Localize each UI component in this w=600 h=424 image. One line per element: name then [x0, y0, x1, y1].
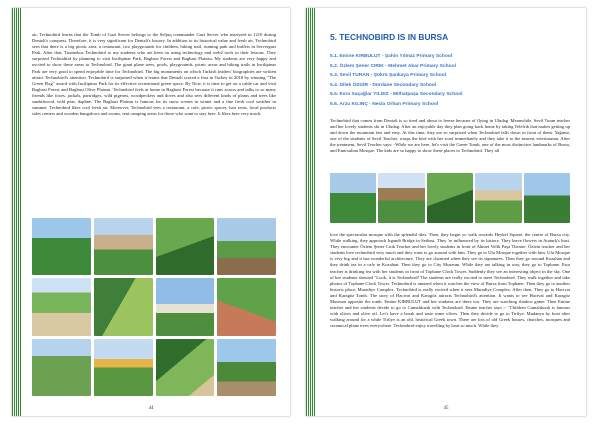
bursa-photo: [524, 173, 570, 223]
park-photo: [94, 339, 153, 396]
park-photo: [32, 278, 91, 335]
left-page-number: [12, 406, 290, 411]
right-page-body: love the spectacular mosque with the splendid tiles. Then, they begin yo walk towards Heykel Square, the centre of Bursa city. While walking, they approach Irgandi Bridge in Setbasi. They 're influenced by its history. They leave flowers in Ataturk's bust. They encounter Özlem Şener Cırık Teacher and her lovely students in front of Ahmet Vefik Paşa Theatre. Özlem teacher and her students love technobird very much and they want to go around with him. They go to Ulu Mosque together with him. Ulu Mosque is very big and it has wonderful architecture. They are charmed when they see its signatures. Then they go around Kozahan and they drink tea in a cafe in Kozahan. Then they go to City Museum. While they are talking in way, they go to Tophane. Esra teacher is drinking tea with her students in front of Tophane Clock Tower. Suddenly they see an interesting object in the sky. One of her students shouted "Look, it is Technobird! The students are really excited to meet Technobird. They walk together and take photos of Tophane Clock Tower. Technobird is amazed when it watches the view of Bursa from Tophane. Then they go to another historic place, Muradiye Complex. Technobird is really excited when it sees Muradiye Complex. After then, They go to Hacivat and Karagöz Tomb. The story of Hacivat and Karagöz attracts Technobird's attention. It wants to see Hacivat and Karagöz Museum opposite the tomb. Emine KIRBULUT and her students are there too. They are watching shadow game. Then Emine teacher and her students decide to go to Cumalıkızık with Technobird. Emine teacher says ;- "Children Cumalıkızık is famous with olives and olive oil. Let's have a break and taste some olives. Then they decide to go to Tirilye. Mudanya by boat after walking around for a while Tirilye is an old, historical Greek town. There are lots of old Greek houses, churches, mosques and ceramical plane trees everywhere. Technobird enjoy travelling by boat so much. While they: [330, 232, 570, 329]
toc-item[interactable]: 5.2. Özlem Şener CIRIK - Mehmet Akar Primary School: [330, 63, 456, 69]
page-number-text: 45: [443, 406, 449, 411]
right-decorative-stripe: [306, 8, 316, 416]
bursa-photo: [330, 173, 376, 223]
right-page: [306, 8, 586, 416]
left-page-paragraph: air. Technobird learns that the Tomb of Gazi Server belongs to the Seljuq commander Gazi Server who martyred in 1210 during Denizli's conquest. Therefore, it is very significant for Denizli's history. In addition to its historical value and fresh air, Technobird sees that there is a big picnic area, a restaurant, two playgrounds for children, hiking trail, running path and buffets in Servergazi Park. After that, Tiratnekus Technobird to my students who are keen on using technology and web2 tools in their lessons. They surprised Technobird by planning to visit Incilipinar Park, Bagbasi Forest and Bagbasi Plateau. My students are very happy and excited to show these areas to Technobird. The giant plane trees, pools, playgrounds, picnic areas and hiking trails in Incilipinar Park are very good to spend enjoyable time for Technobird. The big monuments on which Turkish leaders' biographies are written attract Technobird's attention. Technobird is surprised when it learns that Denizli scored a first in Turkey in 2018 by winning "The Green Flag" award with Incilipinar Park for its effective recreational green space. By Now, it is time to get on a cable car and visit Bagbasi Forest and Bagbasi Olive Plateau. Technobird feels at home in Bagbasi Forest because it runs across and talks to so many friends like foxes, jackals, partridges, wild pigeons, woodpeckers and doves and also sees different kinds of plants and trees like sandalwood, wild pear, daphne. The Bagbasi Plateau is famous for its snow scenes in winter and a fine fresh cool weather in summer. Technobird likes cool fresh air. Moreover, Technobird sees a restaurant, a cafe, picnic spaces, hair tents, local products sales centers and wooden bungalows and rooms, tent camping areas for those who want to stay here. It likes here very much.: [32, 32, 276, 117]
left-page: [12, 8, 290, 416]
bursa-photo: [475, 173, 521, 223]
bursa-photo: [378, 173, 424, 223]
table-of-contents: [330, 52, 570, 109]
photo-collage: [32, 218, 276, 396]
toc-item[interactable]: 5.5. Esra Saçağlar YILDIZ - Mithatpaşa Secondary School: [330, 92, 463, 97]
intro-paragraph: Technobird that comes from Denizli is so tired and about to freeze because of flying in Uludag. Meanwhile, Sevil Turan teacher and her lovely students ski in Uludag. After an enjoyable day they plan going back home by taking Telefrik that makes getting up and down the mountain fast and easy. At this time, they are so surprised when Technobird falls down in front of them. Yağmur, one of the students of Sevil Teacher, wraps the bird with her scarf immediately and they take it to the nearest veterinarian. After the treatment, Sevil Teacher says: -While we are here, let's visit the Green Tomb, one of the most distinctive landmarks of Bursa, and Emirsultan Mosque. The kids are so happy to show these places to Technobird. They all: [330, 118, 570, 154]
park-photo: [156, 218, 215, 275]
park-photo: [94, 218, 153, 275]
toc-item[interactable]: 5.6. Arzu KILINÇ - Necla Orhan Primary School: [330, 101, 439, 107]
bursa-photo: [427, 173, 473, 223]
right-page-number: [306, 406, 586, 411]
toc-item[interactable]: 5.1. Emine KIRBULUT - Şahin Yılmaz Primary School: [330, 54, 453, 59]
park-photo: [32, 218, 91, 275]
park-photo: [32, 339, 91, 396]
toc-item[interactable]: 5.3. Sevil TURAN - Şükrü Şankaya Primary School: [330, 73, 447, 78]
page-number-text: 44: [148, 406, 154, 411]
park-photo: [156, 278, 215, 335]
park-photo: [217, 278, 276, 335]
bursa-photo-banner: [330, 173, 570, 223]
toc-item[interactable]: 5.4. Dilek ÖZGİR - Dürdane Secondary School: [330, 82, 437, 88]
park-photo: [94, 278, 153, 335]
chapter-title: 5. TECHNOBIRD IS IN BURSA: [330, 32, 449, 42]
park-photo: [217, 218, 276, 275]
park-photo: [217, 339, 276, 396]
left-decorative-stripe: [12, 8, 22, 416]
park-photo: [156, 339, 215, 396]
